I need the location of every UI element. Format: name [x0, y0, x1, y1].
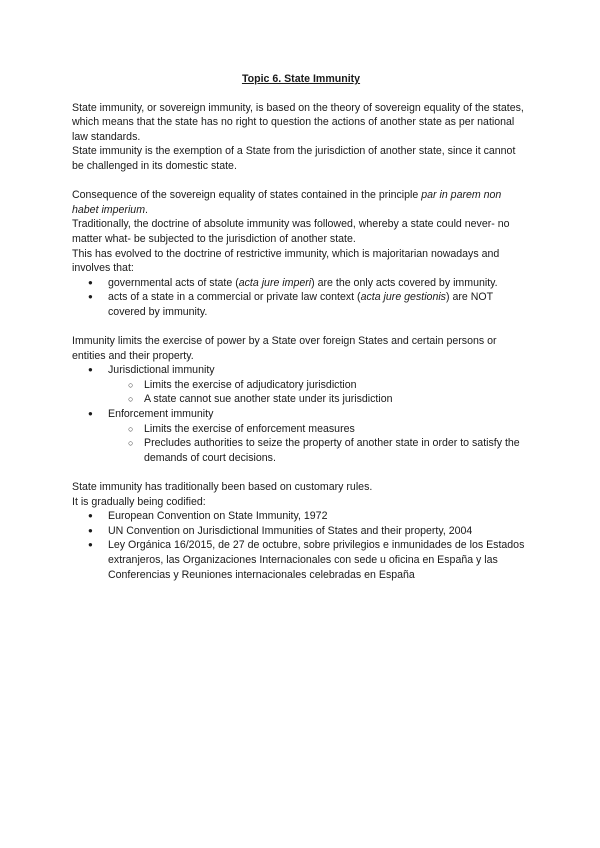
consequence-end: . — [145, 203, 148, 216]
list-item: ● Jurisdictional immunity — [72, 363, 530, 378]
page-title: Topic 6. State Immunity — [241, 73, 361, 85]
latin-term: acta jure gestionis — [360, 291, 446, 304]
absolute-immunity-paragraph: Traditionally, the doctrine of absolute immunity was followed, whereby a state could never- no matter what- be subjected to the jurisdiction of another state. — [72, 218, 510, 245]
codification-list — [72, 509, 530, 582]
list-item: ● UN Convention on Jurisdictional Immunities of States and their property, 2004 — [72, 524, 530, 539]
intro-paragraph-2: State immunity is the exemption of a State from the jurisdiction of another state, since it cannot be challenged in its domestic state. — [72, 145, 516, 172]
limits-paragraph: Immunity limits the exercise of power by a State over foreign States and certain persons or entities and their property. — [72, 335, 497, 362]
codified-paragraph: It is gradually being codified: — [72, 495, 206, 508]
consequence-lead: Consequence of the sovereign equality of states contained in the principle — [72, 189, 422, 202]
sub-list-item: ○ Precludes authorities to seize the property of another state in order to satisfy the demands of court decisions. — [72, 436, 530, 465]
document-body — [72, 72, 530, 582]
list-item: ● Enforcement immunity — [72, 407, 530, 422]
restrictive-immunity-list — [72, 276, 530, 320]
immunity-types-list-cont — [72, 407, 530, 422]
sub-list-item: ○ Limits the exercise of adjudicatory jurisdiction — [72, 378, 530, 393]
customary-rules-paragraph: State immunity has traditionally been based on customary rules. — [72, 481, 373, 494]
sub-list-item: ○ A state cannot sue another state under its jurisdiction — [72, 392, 530, 407]
consequence-paragraph — [72, 188, 530, 217]
list-item: ● Ley Orgánica 16/2015, de 27 de octubre, sobre privilegios e inmunidades de los Estados extranjeros, las Organizaciones Internacionales con sede u oficina en España y las Conferencias y Reuniones internacionales celebradas en España — [72, 538, 530, 582]
list-item: ● European Convention on State Immunity, 1972 — [72, 509, 530, 524]
restrictive-immunity-paragraph: This has evolved to the doctrine of restrictive immunity, which is majoritarian nowadays and involves that: — [72, 247, 500, 275]
latin-term: acta jure imperi — [238, 276, 312, 289]
immunity-types-list — [72, 363, 530, 378]
intro-paragraph-1: State immunity, or sovereign immunity, is based on the theory of sovereign equality of the states, which means that the state has no right to question the actions of another state as per national law standards. — [72, 101, 524, 143]
list-item: ● governmental acts of state (acta jure imperi) are the only acts covered by immunity. — [72, 276, 530, 291]
sub-list-item: ○ Limits the exercise of enforcement measures — [72, 422, 530, 437]
jurisdictional-sublist — [72, 378, 530, 407]
enforcement-sublist — [72, 422, 530, 466]
latin-principle: par in parem non habet imperium — [72, 189, 502, 216]
list-item: ● acts of a state in a commercial or private law context (acta jure gestionis) are NOT covered by immunity. — [72, 290, 530, 319]
